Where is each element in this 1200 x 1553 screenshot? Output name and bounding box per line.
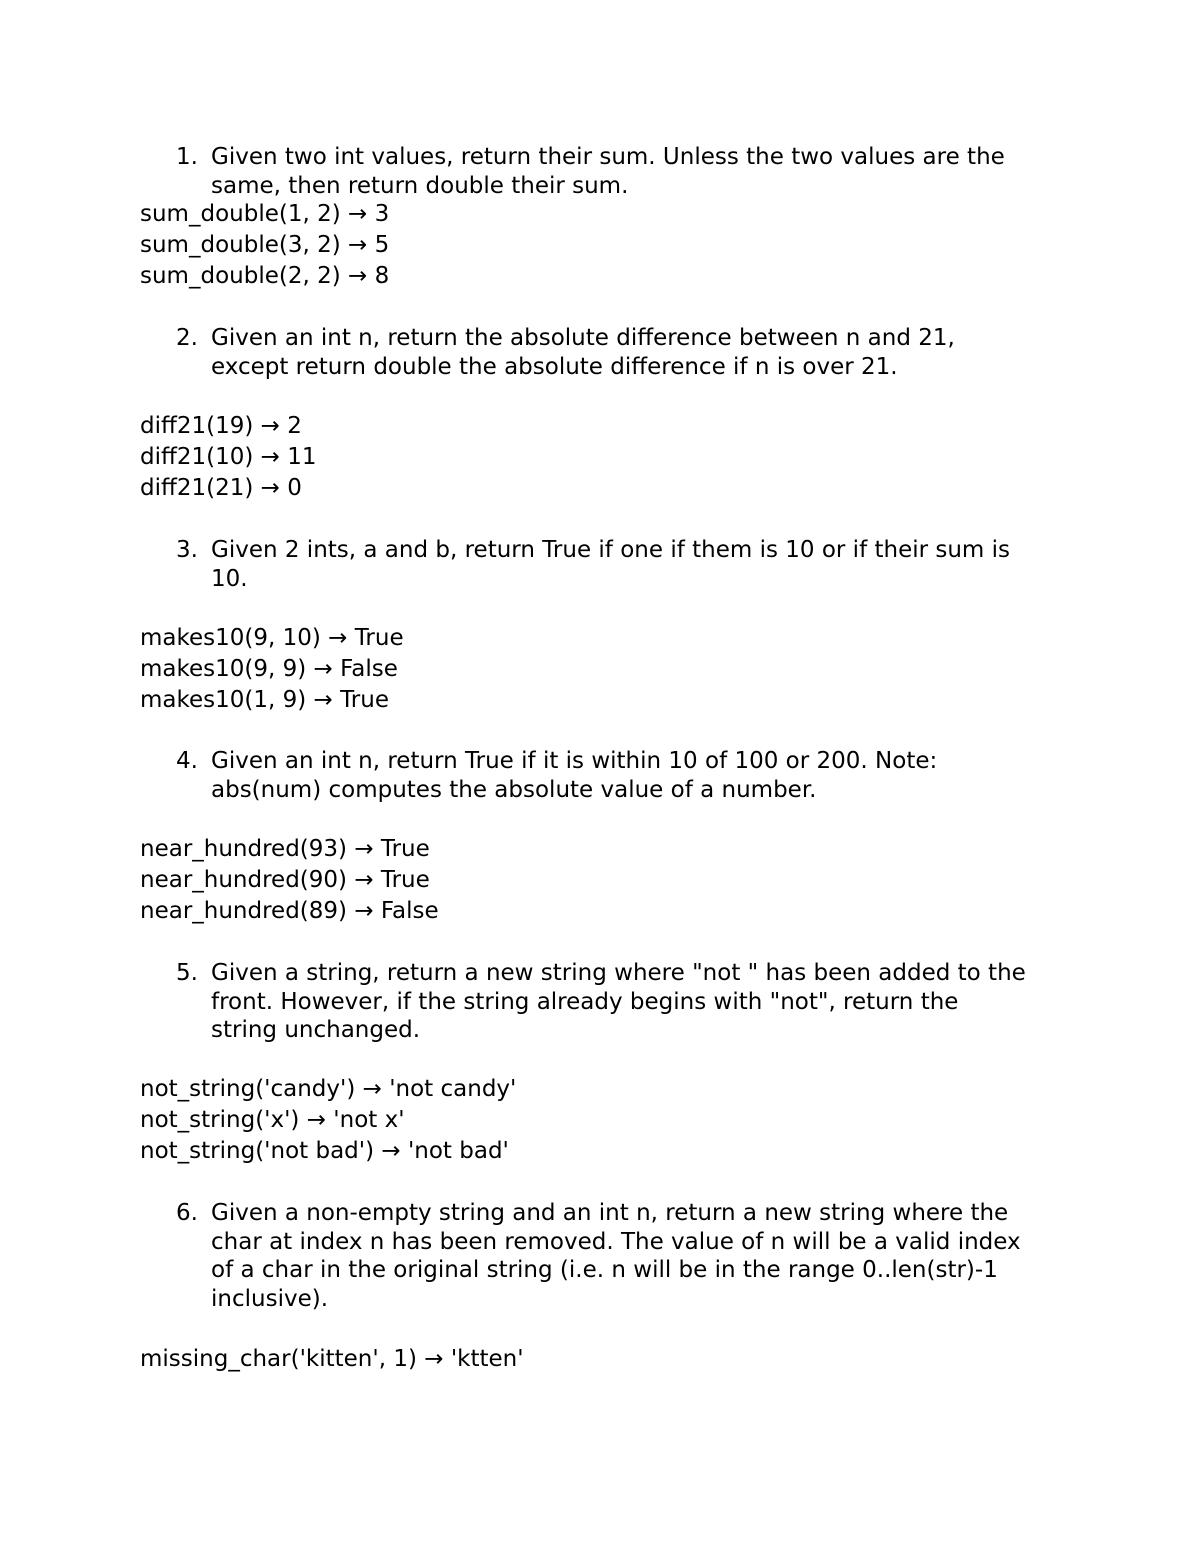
problem-5 [176,959,1066,1045]
problem-1-example-1: sum_double(1, 2) → 3 [140,201,390,227]
problem-4-example-3: near_hundred(89) → False [140,898,439,924]
problem-3-number: 3. [176,537,198,563]
problem-5-example-2: not_string('x') → 'not x' [140,1107,405,1133]
problem-5-example-1: not_string('candy') → 'not candy' [140,1076,517,1102]
problem-1-number: 1. [176,144,198,170]
problem-2-description: Given an int n, return the absolute difference between n and 21, except return double the absolute difference if n is over 21. [211,325,955,380]
problem-2-example-2: diff21(10) → 11 [140,444,317,470]
problem-1 [176,143,1066,200]
problem-1-description: Given two int values, return their sum. Unless the two values are the same, then return double their sum. [211,144,1005,199]
problem-1-example-2: sum_double(3, 2) → 5 [140,232,390,258]
problem-3-example-2: makes10(9, 9) → False [140,656,398,682]
problem-4-description: Given an int n, return True if it is within 10 of 100 or 200. Note: abs(num) computes the absolute value of a number. [211,748,938,803]
problem-6 [176,1199,1066,1313]
problem-5-description: Given a string, return a new string where "not " has been added to the front. However, if the string already begins with "not", return the string unchanged. [211,960,1026,1043]
problem-3-example-3: makes10(1, 9) → True [140,687,389,713]
problem-3-description: Given 2 ints, a and b, return True if one if them is 10 or if their sum is 10. [211,537,1011,592]
problem-6-number: 6. [176,1200,198,1226]
problem-4 [176,747,1066,804]
problem-4-number: 4. [176,748,198,774]
problem-2-number: 2. [176,325,198,351]
problem-6-example-1: missing_char('kitten', 1) → 'ktten' [140,1346,524,1372]
problem-4-example-2: near_hundred(90) → True [140,867,430,893]
problem-4-example-1: near_hundred(93) → True [140,836,430,862]
problem-3 [176,536,1066,593]
problem-1-example-3: sum_double(2, 2) → 8 [140,263,390,289]
problem-2-example-3: diff21(21) → 0 [140,475,302,501]
problem-5-example-3: not_string('not bad') → 'not bad' [140,1138,509,1164]
problem-3-example-1: makes10(9, 10) → True [140,625,404,651]
problem-5-number: 5. [176,960,198,986]
problem-2 [176,324,1066,381]
problem-2-example-1: diff21(19) → 2 [140,413,302,439]
problem-6-description: Given a non-empty string and an int n, return a new string where the char at index n has been removed. The value of n will be a valid index of a char in the original string (i.e. n will be in the range 0..len(str)-1 inclusive). [211,1200,1021,1312]
